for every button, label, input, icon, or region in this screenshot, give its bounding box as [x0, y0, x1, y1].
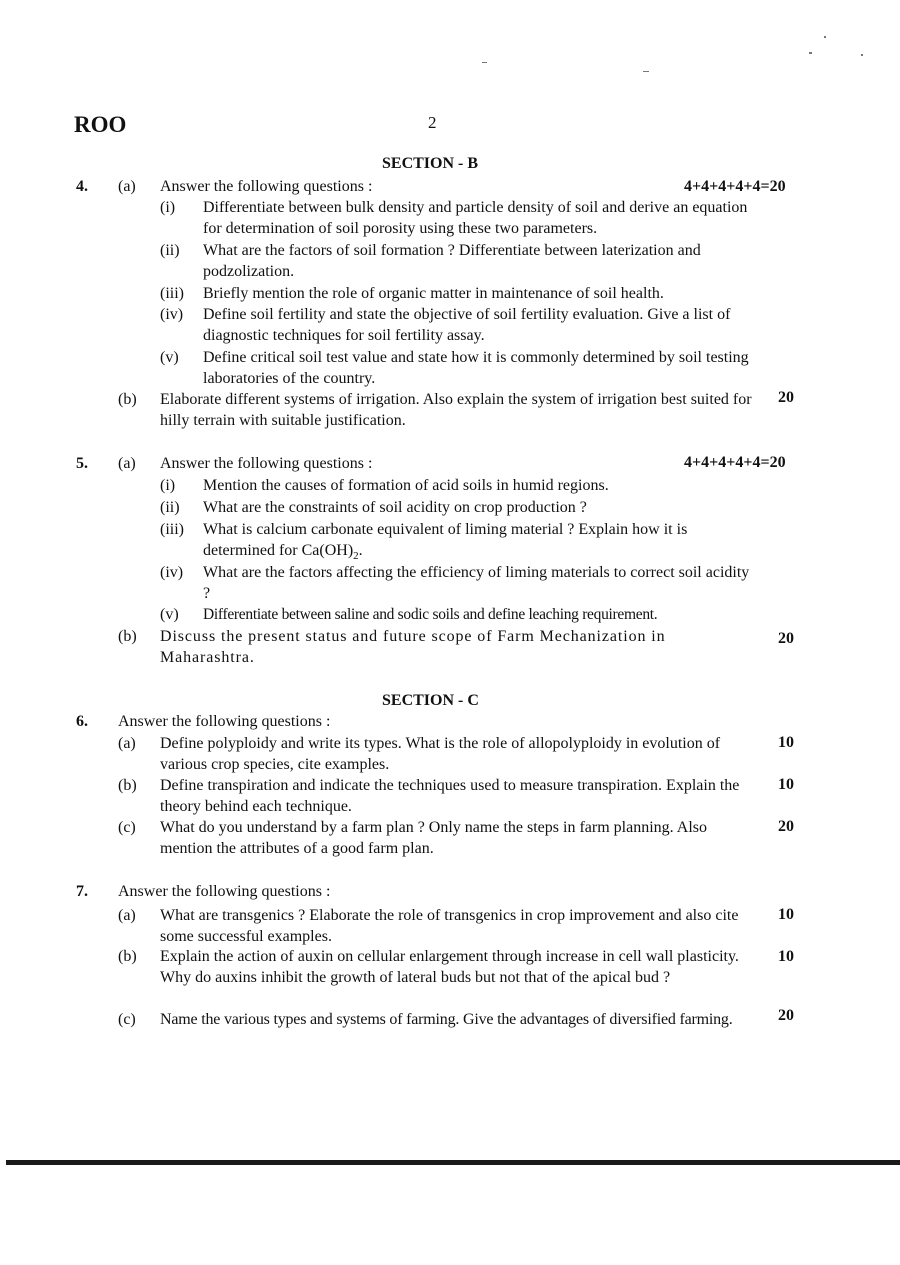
q6a-text: Define polyploidy and write its types. What is the role of allopolyploidy in evolution of various crop species, cite examples.: [160, 735, 721, 773]
q4b-marks: 20: [778, 389, 794, 406]
q7b-marks: 10: [778, 948, 794, 965]
q7a-label: (a): [118, 907, 136, 924]
q7c-text: Name the various types and systems of farming. Give the advantages of diversified farming.: [160, 1011, 733, 1028]
q6-text: Answer the following questions :: [118, 713, 331, 730]
q7-text: Answer the following questions :: [118, 883, 331, 900]
q6b-text: Define transpiration and indicate the techniques used to measure transpiration. Explain the theory behind each technique.: [160, 777, 740, 815]
q7c-label: (c): [118, 1011, 136, 1028]
q5b-label: (b): [118, 628, 137, 645]
q5a-label: (a): [118, 455, 136, 472]
question-4-number: 4.: [76, 178, 88, 195]
q6b-label: (b): [118, 777, 137, 794]
q5a-iii-subscript: 2: [353, 550, 359, 563]
q4a-ii-text: What are the factors of soil formation ? Differentiate between laterization and podzolization.: [203, 242, 701, 280]
q5a-marks: 4+4+4+4+4=20: [684, 454, 786, 471]
q6a-label: (a): [118, 735, 136, 752]
section-b-title: SECTION - B: [382, 155, 479, 172]
scan-speck: [482, 62, 487, 63]
q6c-label: (c): [118, 819, 136, 836]
q4a-iv-text: Define soil fertility and state the objective of soil fertility evaluation. Give a list of diagnostic techniques for soil fertility assay.: [203, 306, 731, 344]
section-c-title: SECTION - C: [382, 692, 479, 709]
q5a-iv-label: (iv): [160, 564, 184, 581]
q4a-iii-text: Briefly mention the role of organic matter in maintenance of soil health.: [203, 285, 664, 302]
page-number: 2: [428, 113, 437, 132]
q4a-label: (a): [118, 178, 136, 195]
q5a-ii-text: What are the constraints of soil acidity on crop production ?: [203, 499, 587, 516]
q7c-marks: 20: [778, 1007, 794, 1024]
q4a-text: Answer the following questions :: [160, 178, 373, 195]
q5a-i-text: Mention the causes of formation of acid soils in humid regions.: [203, 477, 609, 494]
paper-code: ROO: [74, 112, 127, 137]
q5a-iii-label: (iii): [160, 521, 184, 538]
q5a-iii-body: What is calcium carbonate equivalent of liming material ? Explain how it is determined for Ca(OH): [203, 521, 688, 559]
q4b-label: (b): [118, 391, 137, 408]
q5a-ii-label: (ii): [160, 499, 180, 516]
scan-speck: [861, 54, 863, 56]
scan-speck: [809, 52, 812, 54]
question-7-number: 7.: [76, 883, 88, 900]
bottom-rule: [6, 1160, 900, 1165]
q6c-marks: 20: [778, 818, 794, 835]
q5a-iv-text: What are the factors affecting the efficiency of liming materials to correct soil acidity ?: [203, 564, 750, 602]
q7a-marks: 10: [778, 906, 794, 923]
q5a-i-label: (i): [160, 477, 176, 494]
q4a-v-label: (v): [160, 349, 179, 366]
q6c-text: What do you understand by a farm plan ? Only name the steps in farm planning. Also mention the attributes of a good farm plan.: [160, 819, 707, 857]
q5a-iii-text: [203, 519, 759, 567]
q6b-marks: 10: [778, 776, 794, 793]
q4a-v-text: Define critical soil test value and state how it is commonly determined by soil testing laboratories of the country.: [203, 349, 749, 387]
q5a-v-text: Differentiate between saline and sodic soils and define leaching requirement.: [203, 606, 658, 623]
scan-speck: [824, 36, 826, 38]
q7b-label: (b): [118, 948, 137, 965]
q5b-text: Discuss the present status and future scope of Farm Mechanization in Maharashtra.: [160, 628, 666, 666]
q4a-iii-label: (iii): [160, 285, 184, 302]
scan-speck: [643, 71, 649, 72]
q5a-v-label: (v): [160, 606, 179, 623]
q4a-marks: 4+4+4+4+4=20: [684, 178, 786, 195]
question-5-number: 5.: [76, 455, 88, 472]
q4a-iv-label: (iv): [160, 306, 184, 323]
q5a-iii-tail: .: [358, 542, 363, 559]
q5b-marks: 20: [778, 630, 794, 647]
q4a-i-text: Differentiate between bulk density and particle density of soil and derive an equation for determination of soil porosity using these two parameters.: [203, 199, 748, 237]
q4a-ii-label: (ii): [160, 242, 180, 259]
q4b-text: Elaborate different systems of irrigation. Also explain the system of irrigation best suited for hilly terrain with suitable justification.: [160, 391, 752, 429]
question-6-number: 6.: [76, 713, 88, 730]
q7a-text: What are transgenics ? Elaborate the role of transgenics in crop improvement and also cite some successful examples.: [160, 907, 739, 945]
q6a-marks: 10: [778, 734, 794, 751]
q7b-text: Explain the action of auxin on cellular enlargement through increase in cell wall plasticity. Why do auxins inhibit the growth of lateral buds but not that of the apical bud ?: [160, 948, 739, 986]
q4a-i-label: (i): [160, 199, 176, 216]
q5a-text: Answer the following questions :: [160, 455, 373, 472]
